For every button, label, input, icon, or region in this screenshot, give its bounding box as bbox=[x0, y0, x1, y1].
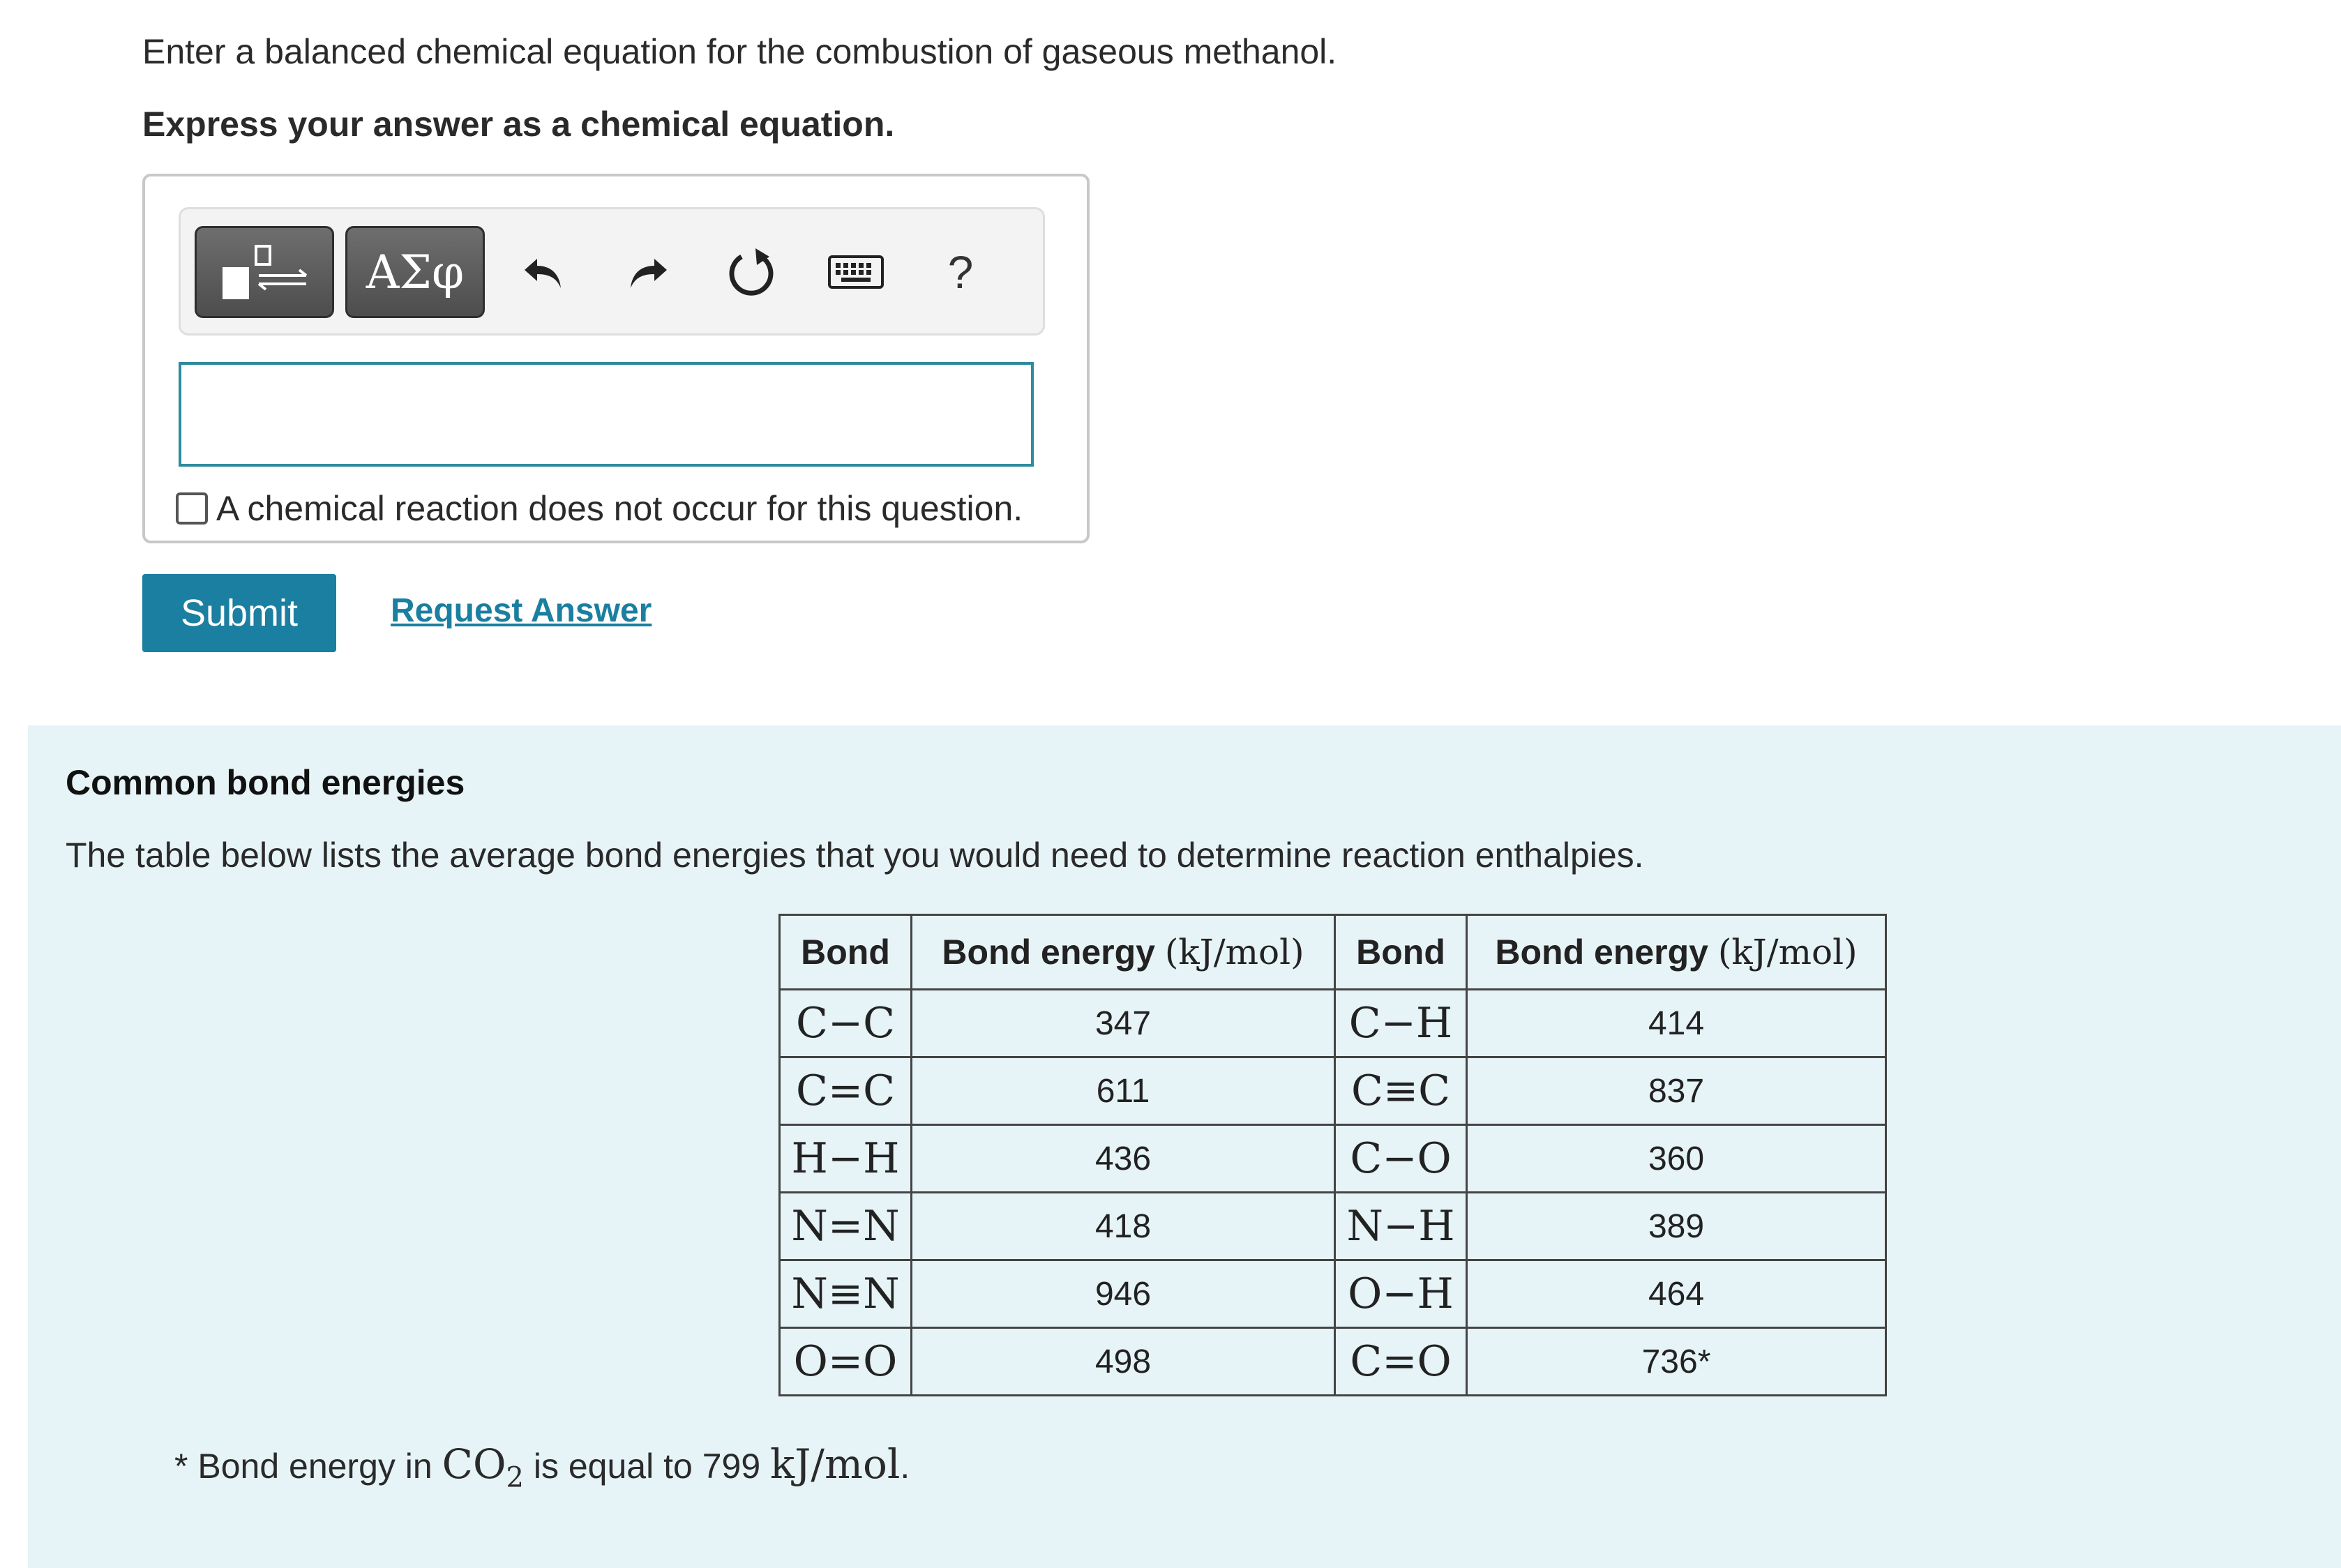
bond-cell: H−H bbox=[780, 1125, 912, 1193]
energy-cell: 347 bbox=[912, 990, 1335, 1057]
bond-energies-panel bbox=[28, 725, 2341, 1568]
energy-cell: 736* bbox=[1467, 1328, 1886, 1396]
footnote-unit: kJ/mol bbox=[770, 1440, 901, 1488]
no-reaction-label: A chemical reaction does not occur for this question. bbox=[216, 489, 1023, 528]
help-icon: ? bbox=[947, 246, 974, 298]
energy-cell: 611 bbox=[912, 1057, 1335, 1125]
energy-cell: 389 bbox=[1467, 1193, 1886, 1260]
question-prompt: Enter a balanced chemical equation for the combustion of gaseous methanol. bbox=[142, 32, 1337, 71]
keyboard-button[interactable] bbox=[821, 237, 891, 307]
table-row bbox=[780, 1125, 1886, 1193]
bond-cell: O=O bbox=[780, 1328, 912, 1396]
bond-cell: C−O bbox=[1335, 1125, 1467, 1193]
table-row bbox=[780, 990, 1886, 1057]
equation-input[interactable] bbox=[179, 362, 1034, 467]
answer-instruction: Express your answer as a chemical equation. bbox=[142, 105, 895, 144]
table-row bbox=[780, 1193, 1886, 1260]
equation-toolbar bbox=[179, 207, 1045, 336]
bond-cell: O−H bbox=[1335, 1260, 1467, 1328]
formula-base: CO bbox=[442, 1440, 506, 1488]
bond-cell: C=C bbox=[780, 1057, 912, 1125]
help-button[interactable] bbox=[926, 237, 995, 307]
bond-cell: N=N bbox=[780, 1193, 912, 1260]
footnote-formula bbox=[442, 1440, 524, 1494]
header-energy-label: Bond energy bbox=[942, 933, 1165, 972]
table-row bbox=[780, 1328, 1886, 1396]
request-answer-link[interactable]: Request Answer bbox=[391, 592, 652, 629]
redo-button[interactable] bbox=[613, 237, 683, 307]
energy-cell: 464 bbox=[1467, 1260, 1886, 1328]
header-energy-unit: (kJ/mol) bbox=[1717, 932, 1858, 972]
header-energy-2 bbox=[1467, 915, 1886, 990]
footnote-suffix: . bbox=[900, 1447, 910, 1486]
template-icon bbox=[216, 241, 313, 303]
energy-cell: 418 bbox=[912, 1193, 1335, 1260]
table-row bbox=[780, 1057, 1886, 1125]
bond-cell: C≡C bbox=[1335, 1057, 1467, 1125]
table-footnote bbox=[174, 1440, 910, 1502]
no-reaction-option[interactable] bbox=[176, 483, 1023, 534]
undo-icon bbox=[519, 248, 568, 296]
answer-box bbox=[142, 174, 1090, 543]
keyboard-icon bbox=[827, 255, 885, 289]
header-energy-1 bbox=[912, 915, 1335, 990]
bond-cell: C=O bbox=[1335, 1328, 1467, 1396]
energy-cell: 436 bbox=[912, 1125, 1335, 1193]
energy-cell: 498 bbox=[912, 1328, 1335, 1396]
header-energy-unit: (kJ/mol) bbox=[1164, 932, 1304, 972]
table-row bbox=[780, 1260, 1886, 1328]
header-energy-label: Bond energy bbox=[1495, 933, 1718, 972]
bond-cell: N≡N bbox=[780, 1260, 912, 1328]
energy-cell: 946 bbox=[912, 1260, 1335, 1328]
energy-cell: 837 bbox=[1467, 1057, 1886, 1125]
undo-button[interactable] bbox=[509, 237, 578, 307]
header-bond-2: Bond bbox=[1335, 915, 1467, 990]
bond-cell: C−C bbox=[780, 990, 912, 1057]
table-header-row bbox=[780, 915, 1886, 990]
no-reaction-checkbox[interactable] bbox=[176, 492, 208, 525]
panel-title: Common bond energies bbox=[66, 763, 465, 802]
footnote-middle: is equal to 799 bbox=[523, 1447, 771, 1486]
reset-button[interactable] bbox=[716, 237, 786, 307]
redo-icon bbox=[624, 248, 672, 296]
energy-cell: 414 bbox=[1467, 990, 1886, 1057]
bond-cell: N−H bbox=[1335, 1193, 1467, 1260]
bond-energy-table bbox=[778, 914, 1887, 1396]
energy-cell: 360 bbox=[1467, 1125, 1886, 1193]
formula-subscript: 2 bbox=[506, 1461, 524, 1494]
footnote-prefix: * Bond energy in bbox=[174, 1447, 442, 1486]
template-button[interactable] bbox=[195, 226, 334, 318]
panel-description: The table below lists the average bond energies that you would need to determine reaction enthalpies. bbox=[66, 836, 1644, 875]
greek-symbols-button[interactable]: ΑΣφ bbox=[345, 226, 485, 318]
bond-cell: C−H bbox=[1335, 990, 1467, 1057]
reset-icon bbox=[725, 246, 778, 299]
submit-button[interactable]: Submit bbox=[142, 574, 336, 652]
header-bond-1: Bond bbox=[780, 915, 912, 990]
